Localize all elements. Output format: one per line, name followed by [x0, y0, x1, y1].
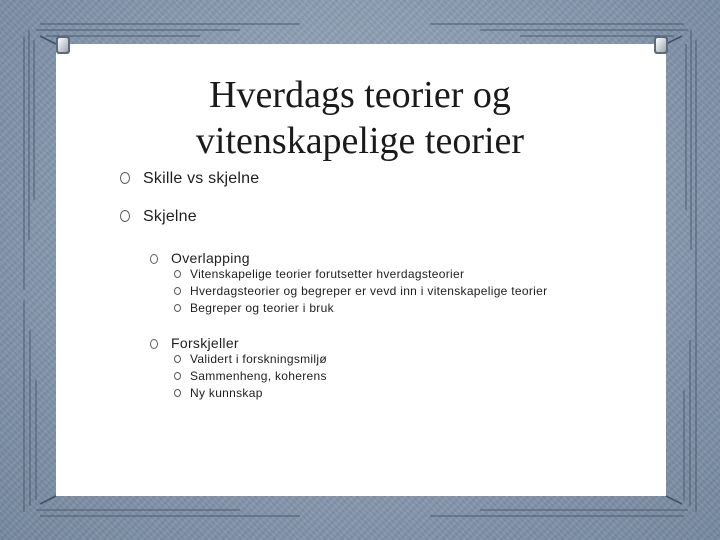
bullet-text: Overlapping [171, 250, 250, 266]
bullet-text: Skjelne [143, 208, 197, 225]
hollow-circle-icon [174, 287, 181, 295]
sub-sub-bullet-item [174, 284, 547, 298]
sub-sub-bullet-item [174, 386, 263, 400]
bullet-text: Hverdagsteorier og begreper er vevd inn i vitenskapelige teorier [190, 284, 548, 298]
sub-bullet-item [150, 335, 239, 351]
bullet-text: Sammenheng, koherens [190, 369, 327, 383]
title-line: Hverdags teorier og [209, 74, 511, 116]
pin-icon [56, 36, 70, 54]
sub-sub-bullet-item [174, 301, 334, 315]
bullet-text: Validert i forskningsmiljø [190, 352, 327, 366]
sub-sub-bullet-item [174, 369, 327, 383]
hollow-circle-icon [174, 372, 181, 380]
hollow-circle-icon [150, 339, 158, 349]
hollow-circle-icon [174, 304, 181, 312]
bullet-text: Ny kunnskap [190, 386, 263, 400]
hollow-circle-icon [120, 210, 130, 222]
bullet-item [120, 208, 197, 226]
pin-icon [654, 36, 668, 54]
bullet-text: Forskjeller [171, 335, 239, 351]
title-line: vitenskapelige teorier [195, 120, 525, 162]
bullet-text: Begreper og teorier i bruk [190, 301, 334, 315]
bullet-item [120, 170, 259, 188]
hollow-circle-icon [120, 172, 130, 184]
sub-sub-bullet-item [174, 267, 464, 281]
sub-sub-bullet-item [174, 352, 327, 366]
hollow-circle-icon [150, 254, 158, 264]
hollow-circle-icon [174, 355, 181, 363]
bullet-text: Vitenskapelige teorier forutsetter hverdagsteorier [190, 267, 465, 281]
slide-title [0, 72, 720, 164]
bullet-text: Skille vs skjelne [143, 170, 260, 187]
hollow-circle-icon [174, 389, 181, 397]
sub-bullet-item [150, 250, 250, 266]
hollow-circle-icon [174, 270, 181, 278]
